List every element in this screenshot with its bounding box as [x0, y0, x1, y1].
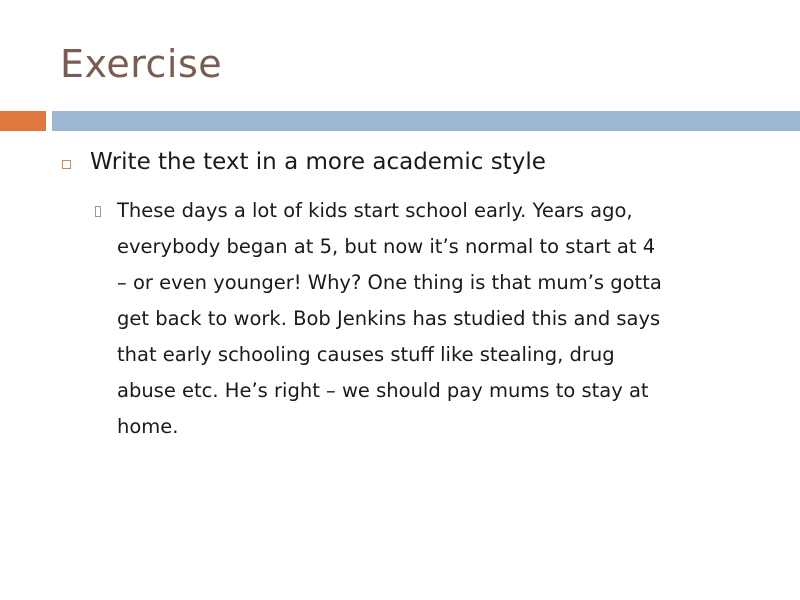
sub-bullet-icon	[95, 206, 101, 217]
slide-title: Exercise	[60, 42, 223, 86]
title-accent-bar-orange	[0, 111, 46, 131]
paragraph-line: These days a lot of kids start school early. Years ago,	[117, 199, 633, 222]
paragraph-line: get back to work. Bob Jenkins has studied this and says	[117, 307, 661, 330]
paragraph-line: that early schooling causes stuff like stealing, drug	[117, 343, 615, 366]
paragraph-line: home.	[117, 415, 179, 438]
paragraph-line: – or even younger! Why? One thing is that mum’s gotta	[117, 271, 662, 294]
square-bullet-icon	[62, 160, 71, 169]
bullet-level2-paragraph	[117, 193, 777, 445]
paragraph-line: everybody began at 5, but now it’s normal to start at 4	[117, 235, 656, 258]
bullet-level1-text: Write the text in a more academic style	[90, 149, 546, 175]
title-accent-bar-blue	[52, 111, 800, 131]
paragraph-line: abuse etc. He’s right – we should pay mums to stay at	[117, 379, 649, 402]
